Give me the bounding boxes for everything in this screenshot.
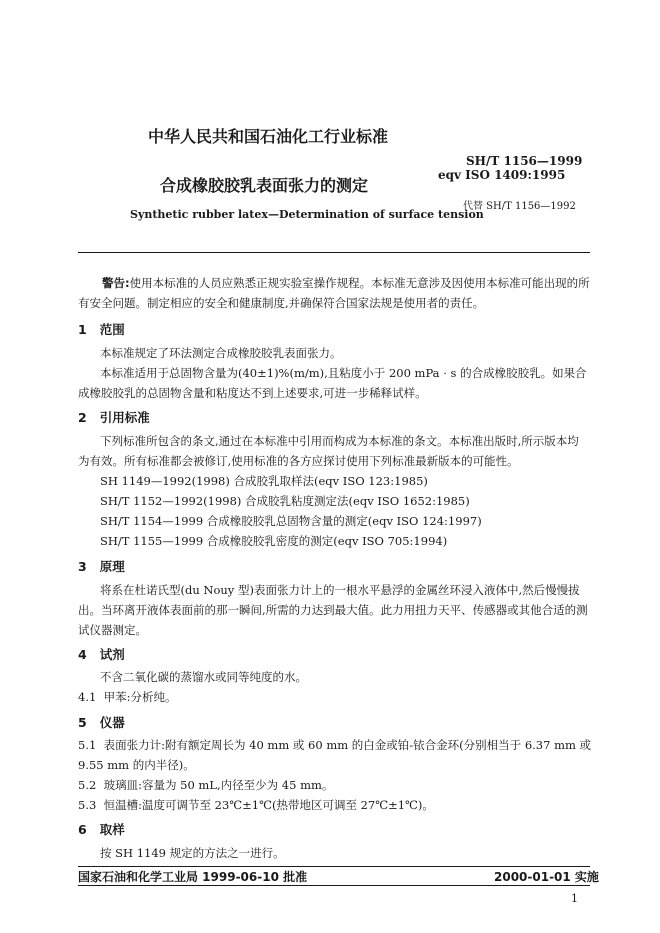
warning-label: 警告: [102,276,130,290]
clause-number: 5.2 [78,778,97,792]
effective-date: 2000-01-01 实施 [494,870,599,884]
section-3-heading [78,557,125,575]
section-title: 引用标准 [99,410,150,425]
warning-paragraph [78,273,590,313]
footer-rule-bottom [78,885,590,886]
warning-text: 使用本标准的人员应熟悉正规实验室操作规程。本标准无意涉及因使用本标准可能出现的所有安全问题。制定相应的安全和健康制度,并确保符合国家法规是使用者的责任。 [78,276,590,310]
section-number: 3 [78,559,87,574]
footer-rule-top [78,866,590,867]
header-rule [78,252,590,253]
section-number: 1 [78,322,87,337]
section-title: 范围 [99,322,125,337]
reference-item: SH/T 1154—1999 合成橡胶胶乳总固物含量的测定(eqv ISO 124:1997) [100,514,482,528]
clause-text: 表面张力计:附有额定周长为 40 mm 或 60 mm 的白金或铂-铱合金环(分别相当于 6.37 mm 或 [103,738,592,752]
section-title: 仪器 [99,715,125,730]
section-number: 6 [78,822,87,837]
reference-item: SH/T 1155—1999 合成橡胶胶乳密度的测定(eqv ISO 705:1994) [100,534,448,548]
section-title: 原理 [99,559,125,574]
clause-text: 恒温槽:温度可调节至 23℃±1℃(热带地区可调至 27℃±1℃)。 [103,798,434,812]
reference-item: SH 1149—1992(1998) 合成胶乳取样法(eqv ISO 123:1985) [100,474,428,488]
section-3-paragraph-1: 将系在杜诺氏型(du Nouy 型)表面张力计上的一根水平悬浮的金属丝环浸入液体中,然后慢慢拔出。当环离开液体表面前的那一瞬间,所需的力达到最大值。此力用扭力天平、传感器或其他合适的测试仪器测定。 [78,583,588,637]
section-6-heading [78,820,125,838]
replaces-note: 代替 SH/T 1156—1992 [463,201,576,212]
clause-number: 5.3 [78,798,97,812]
section-2-heading [78,408,150,426]
clause-5-3 [78,795,434,815]
standard-code: SH/T 1156—1999 [466,154,583,168]
equivalence-code: eqv ISO 1409:1995 [438,168,566,182]
section-2-paragraph-1: 下列标准所包含的条文,通过在本标准中引用而构成为本标准的条文。本标准出版时,所示版本均为有效。所有标准都会被修订,使用标准的各方应探讨使用下列标准最新版本的可能性。 [78,434,579,468]
section-number: 4 [78,647,87,662]
clause-text: 甲苯:分析纯。 [103,690,177,704]
section-6-paragraph-1: 按 SH 1149 规定的方法之一进行。 [100,846,285,860]
clause-5-2 [78,775,333,795]
section-title: 取样 [99,822,125,837]
section-number: 2 [78,410,87,425]
clause-text: 玻璃皿:容量为 50 mL,内径至少为 45 mm。 [103,778,334,792]
english-title: Synthetic rubber latex—Determination of surface tension [130,208,484,221]
section-4-paragraph-1: 不含二氧化碳的蒸馏水或同等纯度的水。 [100,670,307,684]
org-title: 中华人民共和国石油化工行业标准 [148,127,389,146]
section-number: 5 [78,715,87,730]
clause-4-1 [78,687,176,707]
approval-statement: 国家石油和化学工业局 1999-06-10 批准 [78,870,308,884]
clause-number: 5.1 [78,738,97,752]
section-4-heading [78,645,125,663]
section-5-heading [78,713,125,731]
section-1-heading [78,320,125,338]
page-number: 1 [571,892,578,905]
section-1-paragraph-2: 本标准适用于总固物含量为(40±1)%(m/m),且粘度小于 200 mPa · s 的合成橡胶胶乳。如果合成橡胶胶乳的总固物含量和粘度达不到上述要求,可进一步稀释试样。 [78,366,587,400]
clause-5-1 [78,735,591,755]
section-title: 试剂 [99,647,125,662]
document-title: 合成橡胶胶乳表面张力的测定 [160,176,369,195]
section-1-paragraph-1: 本标准规定了环法测定合成橡胶胶乳表面张力。 [100,346,342,360]
clause-number: 4.1 [78,690,97,704]
clause-5-1-continuation: 9.55 mm 的内半径)。 [78,758,195,772]
reference-item: SH/T 1152—1992(1998) 合成胶乳粘度测定法(eqv ISO 1652:1985) [100,494,470,508]
